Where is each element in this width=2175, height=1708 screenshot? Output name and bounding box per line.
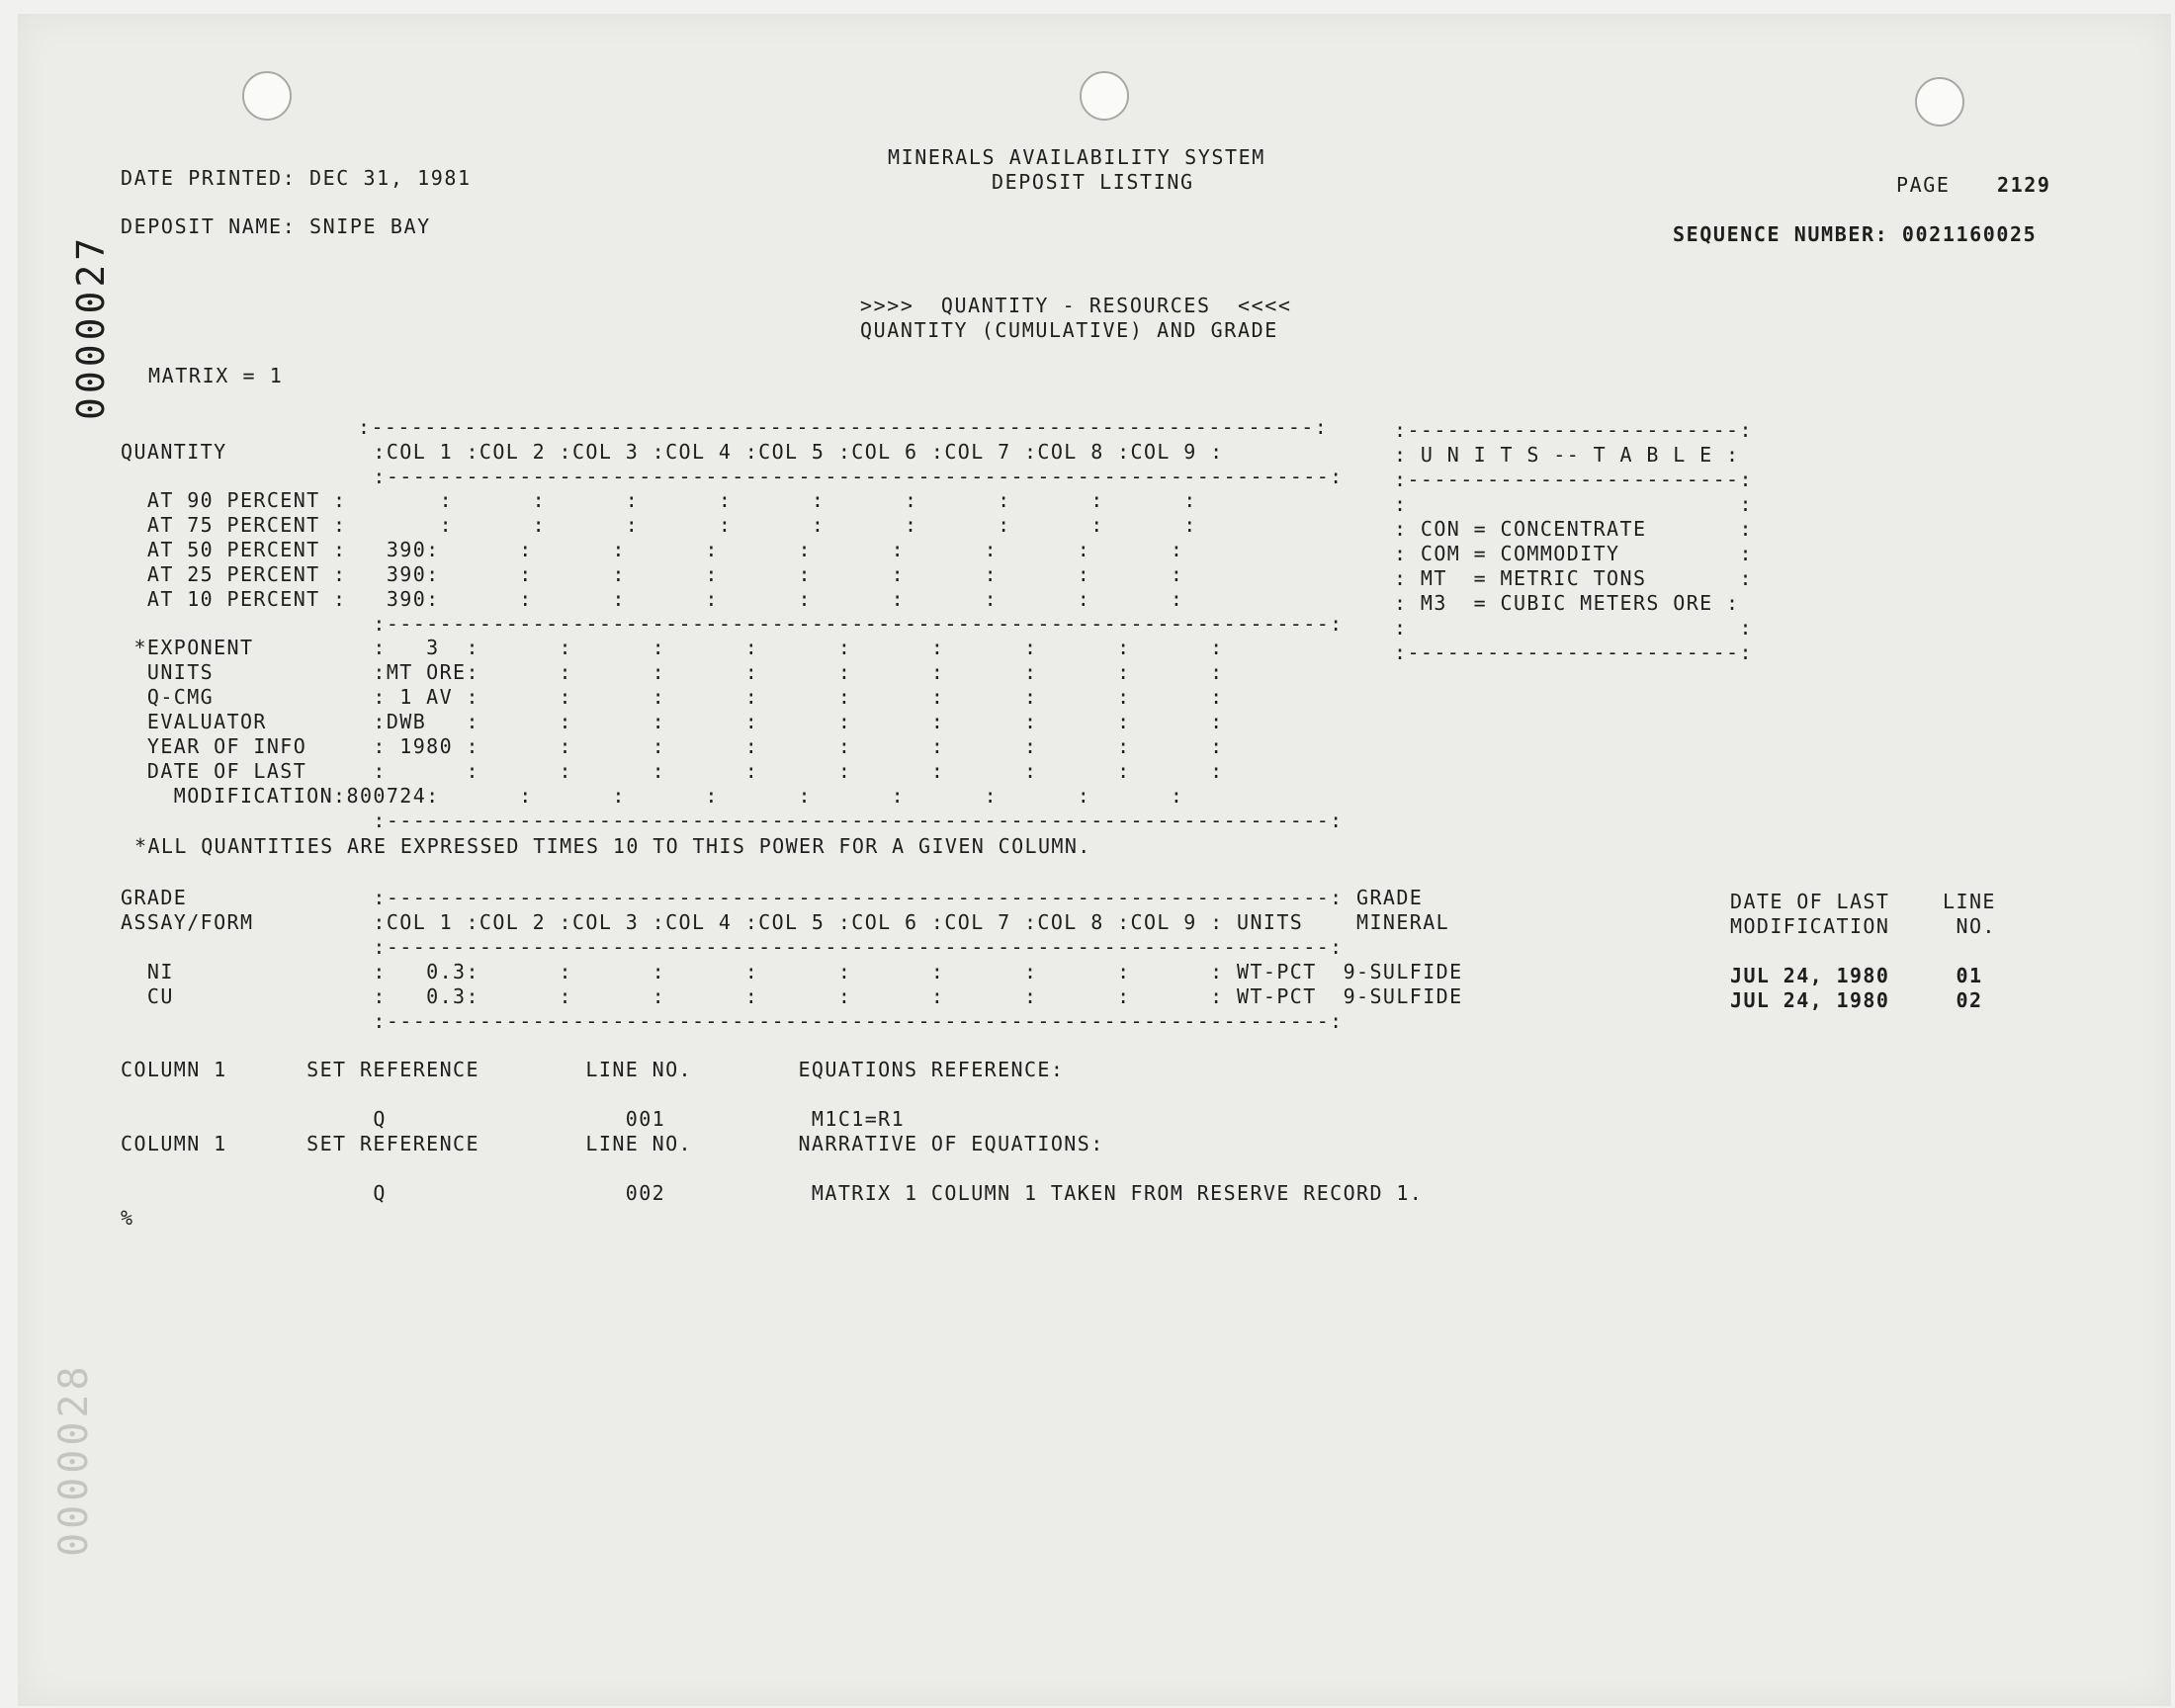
archive-stamp-bottom: 0000028 <box>51 1362 97 1557</box>
footnote: *ALL QUANTITIES ARE EXPRESSED TIMES 10 TO THIS POWER FOR A GIVEN COLUMN. <box>134 834 1091 858</box>
table-row: AT 25 PERCENT : 390: : : : : : : : : <box>121 562 1184 586</box>
units-table-title: : U N I T S -- T A B L E : <box>1394 443 1740 467</box>
narrative-row: Q 002 MATRIX 1 COLUMN 1 TAKEN FROM RESERVE RECORD 1. <box>121 1181 1424 1205</box>
table-row: ASSAY/FORM :COL 1 :COL 2 :COL 3 :COL 4 :COL 5 :COL 6 :COL 7 :COL 8 :COL 9 : UNITS MINERAL <box>121 910 1450 934</box>
table-row: : MT = METRIC TONS : <box>1394 566 1753 590</box>
table-row: EVALUATOR :DWB : : : : : : : : : <box>121 710 1224 733</box>
grade-date-row: JUL 24, 1980 01 <box>1730 964 1983 987</box>
table-row: DATE OF LAST : : : : : : : : : : <box>121 759 1224 783</box>
date-printed: DATE PRINTED: DEC 31, 1981 <box>121 166 472 190</box>
grade-date-row: JUL 24, 1980 02 <box>1730 988 1983 1012</box>
deposit-name: DEPOSIT NAME: SNIPE BAY <box>121 214 431 238</box>
table-row: : COM = COMMODITY : <box>1394 542 1753 565</box>
table-row: AT 90 PERCENT : : : : : : : : : : <box>121 488 1197 512</box>
table-row: QUANTITY :COL 1 :COL 2 :COL 3 :COL 4 :COL 5 :COL 6 :COL 7 :COL 8 :COL 9 : <box>121 440 1224 464</box>
grade-date-header: MODIFICATION NO. <box>1730 914 1996 938</box>
table-border: :-------------------------: <box>1394 468 1753 491</box>
grade-date-header: DATE OF LAST LINE <box>1730 890 1996 913</box>
table-row: : : <box>1394 616 1753 640</box>
table-row: : : <box>1394 492 1753 516</box>
narrative-header: COLUMN 1 SET REFERENCE LINE NO. NARRATIVE OF EQUATIONS: <box>121 1132 1104 1155</box>
matrix-label: MATRIX = 1 <box>148 364 284 387</box>
section-title: >>>> QUANTITY - RESOURCES <<<< <box>860 294 1292 317</box>
table-row: *EXPONENT : 3 : : : : : : : : : <box>121 636 1224 659</box>
sequence-number: SEQUENCE NUMBER: 0021160025 <box>1673 222 2038 246</box>
system-title: MINERALS AVAILABILITY SYSTEM <box>888 145 1265 169</box>
table-row: AT 10 PERCENT : 390: : : : : : : : : <box>121 587 1184 611</box>
table-border: :-----------------------------------------------------------------------: <box>121 809 1344 832</box>
page-label: PAGE <box>1896 173 1951 197</box>
archive-stamp-top: 0000027 <box>69 233 113 420</box>
punch-hole <box>242 71 292 121</box>
page-number: 2129 <box>1997 173 2051 197</box>
table-row: AT 75 PERCENT : : : : : : : : : : <box>121 513 1197 537</box>
table-border: :-----------------------------------------------------------------------: <box>121 465 1344 488</box>
punch-hole <box>1915 77 1964 127</box>
punch-hole <box>1080 71 1129 121</box>
table-row: : M3 = CUBIC METERS ORE : <box>1394 591 1740 615</box>
table-row: Q-CMG : 1 AV : : : : : : : : : <box>121 685 1224 709</box>
printout-sheet <box>18 14 2171 1706</box>
table-border: :-----------------------------------------------------------------------: <box>121 935 1344 959</box>
table-row: : CON = CONCENTRATE : <box>1394 517 1753 541</box>
table-border: :-------------------------: <box>1394 640 1753 664</box>
table-row: YEAR OF INFO : 1980 : : : : : : : : : <box>121 734 1224 758</box>
section-subtitle: QUANTITY (CUMULATIVE) AND GRADE <box>860 318 1278 342</box>
table-border: :-----------------------------------------------------------------------: <box>121 612 1344 636</box>
table-row: NI : 0.3: : : : : : : : : WT-PCT 9-SULFIDE <box>121 960 1463 983</box>
table-row: CU : 0.3: : : : : : : : : WT-PCT 9-SULFIDE <box>121 984 1463 1008</box>
end-marker: % <box>121 1206 134 1230</box>
table-border: :-----------------------------------------------------------------------: <box>358 415 1329 439</box>
table-row: MODIFICATION:800724: : : : : : : : : <box>121 784 1184 808</box>
listing-title: DEPOSIT LISTING <box>992 170 1194 194</box>
table-row: UNITS :MT ORE: : : : : : : : : <box>121 660 1224 684</box>
table-row: GRADE :-----------------------------------------------------------------------: GRADE <box>121 886 1424 909</box>
equations-reference-header: COLUMN 1 SET REFERENCE LINE NO. EQUATIONS REFERENCE: <box>121 1058 1065 1081</box>
table-border: :-------------------------: <box>1394 418 1753 442</box>
equations-reference-row: Q 001 M1C1=R1 <box>121 1107 906 1131</box>
table-border: :-----------------------------------------------------------------------: <box>121 1009 1344 1033</box>
table-row: AT 50 PERCENT : 390: : : : : : : : : <box>121 538 1184 561</box>
